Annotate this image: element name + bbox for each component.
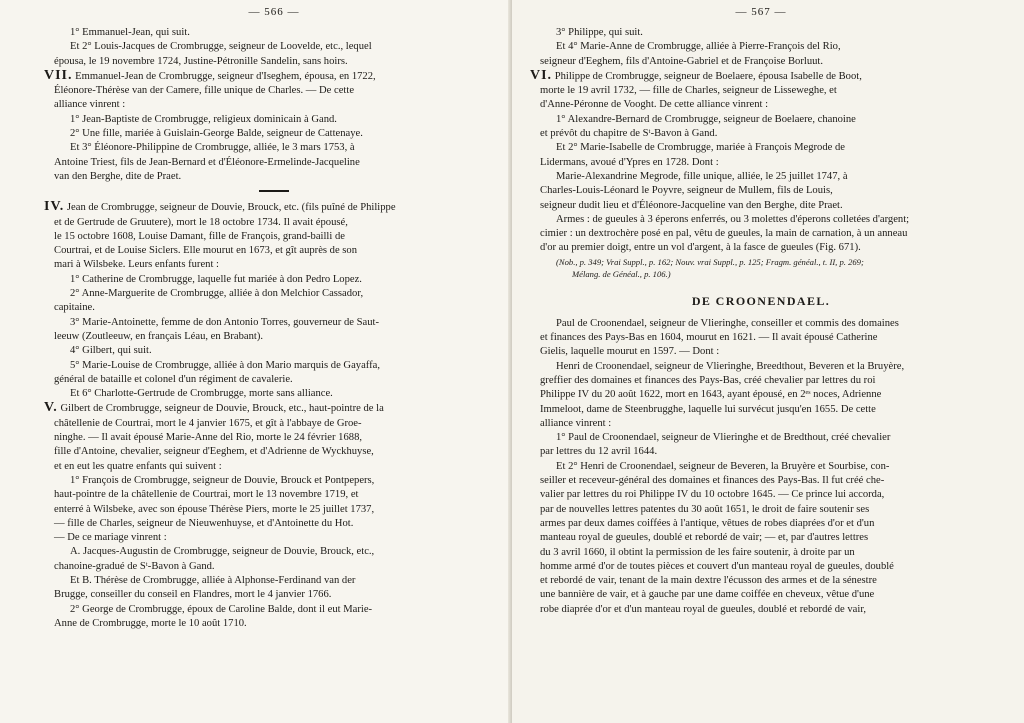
text-line bbox=[532, 488, 990, 502]
text-line bbox=[46, 200, 502, 215]
text-line bbox=[46, 69, 502, 84]
line-text: 1° Catherine de Crombrugge, laquelle fut mariée à don Pedro Lopez. bbox=[70, 273, 362, 285]
line-text: fille d'Antoine, chevalier, seigneur d'Eeghem, et d'Adrienne de Wyckhuyse, bbox=[54, 446, 374, 458]
text-line bbox=[532, 26, 990, 40]
line-text: cimier : un dextrochère posé en pal, vêtu de gueules, la main de carnation, à un anneau bbox=[540, 228, 908, 240]
text-line bbox=[532, 170, 990, 184]
line-text: 2° Anne-Marguerite de Crombrugge, alliée à don Melchior Cassador, bbox=[70, 288, 364, 300]
line-text: Paul de Croonendael, seigneur de Vlieringhe, conseiller et commis des domaines bbox=[556, 317, 899, 329]
line-text: par lettres du 12 avril 1644. bbox=[540, 446, 658, 458]
text-line bbox=[46, 588, 502, 602]
text-line bbox=[532, 141, 990, 155]
text-line bbox=[46, 273, 502, 287]
text-line bbox=[532, 603, 990, 617]
line-text: morte le 19 avril 1732, — fille de Charles, seigneur de Lisseweghe, et bbox=[540, 85, 837, 97]
line-text: Courtrai, et de Louise Siclers. Elle mourut en 1673, et gît auprès de son bbox=[54, 245, 358, 257]
line-text: alliance vinrent : bbox=[540, 417, 612, 429]
line-text: du 3 avril 1660, il obtint la permission de les faire soutenir, à droite par un bbox=[540, 546, 855, 558]
text-line bbox=[532, 156, 990, 170]
text-line bbox=[532, 213, 990, 227]
line-text: d'Anne-Péronne de Vooght. De cette alliance vinrent : bbox=[540, 99, 769, 111]
line-text: valier par lettres du roi Philippe IV du 10 octobre 1645. — Ce prince lui accorda, bbox=[540, 489, 885, 501]
text-line bbox=[46, 84, 502, 98]
line-text: Gielis, laquelle mourut en 1597. — Dont : bbox=[540, 346, 720, 358]
line-text: le 15 octobre 1608, Louise Damant, fille de François, grand-bailli de bbox=[54, 230, 345, 242]
text-line bbox=[532, 517, 990, 531]
text-line bbox=[532, 546, 990, 560]
line-text: seigneur dudit lieu et d'Éléonore-Jacqueline van den Berghe, dite Praet. bbox=[540, 199, 843, 211]
text-line bbox=[532, 98, 990, 112]
line-text: Mélang. de Généal., p. 106.) bbox=[572, 268, 671, 279]
line-text: Et B. Thérèse de Crombrugge, alliée à Alphonse-Ferdinand van der bbox=[70, 574, 356, 586]
line-text: Et 2° Henri de Croonendael, seigneur de Beveren, la Bruyère et Sourbise, con- bbox=[556, 460, 890, 472]
text-line bbox=[532, 345, 990, 359]
line-text: Lidermans, avoué d'Ypres en 1728. Dont : bbox=[540, 156, 719, 168]
line-text: Armes : de gueules à 3 éperons enferrés, ou 3 molettes d'éperons colletées d'argent; bbox=[556, 213, 910, 225]
text-line bbox=[532, 199, 990, 213]
reference-line bbox=[532, 256, 990, 268]
text-line bbox=[46, 26, 502, 40]
line-text: Emmanuel-Jean de Crombrugge, seigneur d'Iseghem, épousa, en 1722, bbox=[72, 70, 376, 82]
text-line bbox=[46, 474, 502, 488]
line-text: mari à Wilsbeke. Leurs enfants furent : bbox=[54, 259, 219, 271]
line-text: 5° Marie-Louise de Crombrugge, alliée à don Mario marquis de Gayaffa, bbox=[70, 359, 380, 371]
line-text: enterré à Wilsbeke, avec son épouse Thérèse Piers, morte le 25 juillet 1737, bbox=[54, 503, 375, 515]
text-line bbox=[532, 531, 990, 545]
generation-numeral: VI. bbox=[530, 67, 553, 83]
text-line bbox=[532, 360, 990, 374]
text-line bbox=[46, 244, 502, 258]
line-text: 3° Philippe, qui suit. bbox=[556, 27, 643, 38]
text-line bbox=[46, 517, 502, 531]
line-text: et finances des Pays-Bas en 1604, mourut en 1621. — Il avait épousé Catherine bbox=[540, 332, 878, 344]
text-line bbox=[532, 331, 990, 345]
line-text: Éléonore-Thérèse van der Camere, fille unique de Charles. — De cette bbox=[54, 85, 355, 97]
right-page-body bbox=[532, 26, 990, 617]
text-line bbox=[46, 460, 502, 474]
text-line bbox=[46, 488, 502, 502]
text-line bbox=[532, 374, 990, 388]
line-text: 2° George de Crombrugge, époux de Caroline Balde, dont il eut Marie- bbox=[70, 603, 373, 615]
text-line bbox=[46, 330, 502, 344]
text-line bbox=[532, 84, 990, 98]
section-separator bbox=[259, 190, 289, 192]
line-text: d'or au premier doigt, entre un vol d'argent, à la fasce de gueules (Fig. 671). bbox=[540, 242, 861, 254]
section-heading: DE CROONENDAEL. bbox=[691, 293, 831, 308]
text-line bbox=[46, 258, 502, 272]
text-line bbox=[46, 216, 502, 230]
line-text: homme armé d'or de toutes pièces et couvert d'un manteau royal de gueules, doublé bbox=[540, 560, 894, 572]
text-line bbox=[532, 588, 990, 602]
text-line bbox=[46, 401, 502, 416]
text-line bbox=[532, 127, 990, 141]
text-line bbox=[46, 141, 502, 155]
text-line bbox=[532, 417, 990, 431]
text-line bbox=[46, 287, 502, 301]
text-line bbox=[532, 431, 990, 445]
line-text: Charles-Louis-Léonard le Poyvre, seigneur de Mullem, fils de Louis, bbox=[540, 185, 833, 197]
text-line bbox=[532, 474, 990, 488]
line-text: A. Jacques-Augustin de Crombrugge, seigneur de Douvie, Brouck, etc., bbox=[70, 546, 375, 558]
line-text: châtellenie de Courtrai, mort le 4 janvier 1675, et gît à l'abbaye de Groe- bbox=[54, 417, 362, 429]
line-text: Gilbert de Crombrugge, seigneur de Douvie, Brouck, etc., haut-pointre de la bbox=[57, 403, 384, 415]
text-line bbox=[532, 227, 990, 241]
line-text: haut-pointre de la châtellenie de Courtrai, mort le 13 novembre 1719, et bbox=[54, 489, 359, 501]
text-line bbox=[532, 69, 990, 84]
text-line bbox=[46, 531, 502, 545]
line-text: 1° Emmanuel-Jean, qui suit. bbox=[70, 27, 190, 38]
text-line bbox=[46, 316, 502, 330]
line-text: général de bataille et colonel d'un régiment de cavalerie. bbox=[54, 373, 293, 385]
line-text: 4° Gilbert, qui suit. bbox=[70, 345, 152, 357]
text-line bbox=[46, 344, 502, 358]
line-text: capitaine. bbox=[54, 302, 95, 314]
line-text: armes par deux dames coiffées à l'antique, vêtues de robes diaprées d'or et d'un bbox=[540, 517, 875, 529]
generation-numeral: IV. bbox=[44, 199, 65, 215]
text-line bbox=[46, 431, 502, 445]
line-text: 2° Une fille, mariée à Guislain-George Balde, seigneur de Cattenaye. bbox=[70, 128, 363, 140]
text-line bbox=[46, 113, 502, 127]
line-text: 1° Jean-Baptiste de Crombrugge, religieux dominicain à Gand. bbox=[70, 113, 337, 125]
line-text: Et 6° Charlotte-Gertrude de Crombrugge, morte sans alliance. bbox=[70, 388, 333, 400]
text-line bbox=[46, 156, 502, 170]
line-text: et prévôt du chapitre de Sᵗ-Bavon à Gand. bbox=[540, 128, 718, 140]
right-page bbox=[512, 0, 1024, 723]
text-line bbox=[532, 40, 990, 54]
line-text: manteau royal de gueules, doublé et rebordé de vair; — et, par d'autres lettres bbox=[540, 532, 869, 544]
text-line bbox=[46, 560, 502, 574]
line-text: 1° Paul de Croonendael, seigneur de Vlieringhe et de Bredthout, créé chevalier bbox=[556, 432, 891, 444]
line-text: Et 2° Louis-Jacques de Crombrugge, seigneur de Loovelde, etc., lequel bbox=[70, 41, 372, 53]
line-text: Brugge, conseiller du conseil en Flandres, mort le 4 janvier 1766. bbox=[54, 589, 332, 601]
page-number-left: — 566 — bbox=[248, 6, 300, 18]
line-text: et de Gertrude de Gruutere), mort le 18 octobre 1734. Il avait épousé, bbox=[54, 216, 348, 228]
text-line bbox=[46, 545, 502, 559]
line-text: Et 2° Marie-Isabelle de Crombrugge, mariée à François Megrode de bbox=[556, 142, 845, 154]
line-text: Philippe de Crombrugge, seigneur de Boelaere, épousa Isabelle de Boot, bbox=[552, 70, 862, 82]
line-text: Et 3° Éléonore-Philippine de Crombrugge, alliée, le 3 mars 1753, à bbox=[70, 142, 355, 154]
text-line bbox=[46, 387, 502, 401]
line-text: — fille de Charles, seigneur de Nieuwenhuyse, et d'Antoinette du Hot. bbox=[54, 517, 354, 529]
line-text: robe diaprée d'or et d'un manteau royal de gueules, doublé et rebordé de vair, bbox=[540, 603, 867, 615]
line-text: Anne de Crombrugge, morte le 10 août 1710. bbox=[54, 617, 247, 629]
line-text: chanoine-gradué de Sᵗ-Bavon à Gand. bbox=[54, 560, 215, 572]
text-line bbox=[46, 40, 502, 54]
text-line bbox=[46, 603, 502, 617]
line-text: van den Berghe, dite de Praet. bbox=[54, 170, 182, 182]
line-text: Immeloot, dame de Steenbrugghe, laquelle lui survécut jusqu'en 1655. De cette bbox=[540, 403, 876, 415]
line-text: 1° François de Crombrugge, seigneur de Douvie, Brouck et Pontpepers, bbox=[70, 474, 375, 486]
line-text: seiller et receveur-général des domaines et finances des Pays-Bas. Il fut créé che- bbox=[540, 475, 885, 487]
text-line bbox=[532, 241, 990, 255]
line-text: Et 4° Marie-Anne de Crombrugge, alliée à Pierre-François del Rio, bbox=[556, 41, 841, 53]
line-text: Antoine Triest, fils de Jean-Bernard et d'Éléonore-Ermelinde-Jacqueline bbox=[54, 156, 360, 168]
text-line bbox=[532, 560, 990, 574]
text-line bbox=[532, 574, 990, 588]
left-page-body bbox=[46, 26, 502, 631]
text-line bbox=[46, 417, 502, 431]
line-text: ninghe. — Il avait épousé Marie-Anne del Rio, morte le 24 février 1688, bbox=[54, 432, 363, 444]
page-number-right: — 567 — bbox=[735, 6, 787, 18]
text-line bbox=[46, 170, 502, 184]
line-text: Henri de Croonendael, seigneur de Vlieringhe, Breedthout, Beveren et la Bruyère, bbox=[556, 360, 905, 372]
line-text: une bannière de vair, et à gauche par une dame coiffée en cheveux, vêtue d'une bbox=[540, 589, 875, 601]
text-line bbox=[46, 574, 502, 588]
line-text: et rebordé de vair, tenant de la main dextre l'écusson des armes et de la sénestre bbox=[540, 575, 877, 587]
text-line bbox=[46, 127, 502, 141]
reference-line bbox=[532, 268, 990, 280]
generation-numeral: V. bbox=[44, 400, 58, 416]
generation-numeral: VII. bbox=[44, 67, 73, 83]
text-line bbox=[46, 230, 502, 244]
text-line bbox=[46, 503, 502, 517]
line-text: Jean de Crombrugge, seigneur de Douvie, Brouck, etc. (fils puîné de Philippe bbox=[64, 202, 396, 214]
text-line bbox=[46, 617, 502, 631]
text-line bbox=[532, 460, 990, 474]
line-text: alliance vinrent : bbox=[54, 99, 126, 111]
text-line bbox=[46, 98, 502, 112]
line-text: (Nob., p. 349; Vrai Suppl., p. 162; Nouv. vrai Suppl., p. 125; Fragm. généal., t. II, p. 269; bbox=[556, 256, 864, 267]
text-line bbox=[46, 373, 502, 387]
line-text: Philippe IV du 20 août 1622, mort en 1643, ayant épousé, en 2ᵉˢ noces, Adrienne bbox=[540, 389, 882, 401]
text-line bbox=[532, 184, 990, 198]
line-text: Marie-Alexandrine Megrode, fille unique, alliée, le 25 juillet 1747, à bbox=[556, 170, 848, 182]
text-line bbox=[532, 503, 990, 517]
text-line bbox=[532, 388, 990, 402]
text-line bbox=[532, 445, 990, 459]
text-line bbox=[532, 113, 990, 127]
text-line bbox=[532, 55, 990, 69]
text-line bbox=[46, 445, 502, 459]
text-line bbox=[532, 403, 990, 417]
line-text: par de nouvelles lettres patentes du 30 août 1651, le droit de faire soutenir ses bbox=[540, 503, 870, 515]
text-line bbox=[46, 359, 502, 373]
line-text: seigneur d'Eeghem, fils d'Antoine-Gabriel et de Françoise Borluut. bbox=[540, 55, 824, 67]
line-text: greffier des domaines et finances des Pays-Bas, créé chevalier par lettres du roi bbox=[540, 374, 876, 386]
line-text: épousa, le 19 novembre 1724, Justine-Pétronille Sandelin, sans hoirs. bbox=[54, 55, 348, 67]
text-line bbox=[46, 55, 502, 69]
line-text: leeuw (Zoutleeuw, en français Léau, en Brabant). bbox=[54, 330, 264, 342]
line-text: 3° Marie-Antoinette, femme de don Antonio Torres, gouverneur de Saut- bbox=[70, 316, 379, 328]
text-line bbox=[532, 317, 990, 331]
line-text: et en eut les quatre enfants qui suivent : bbox=[54, 460, 222, 472]
line-text: — De ce mariage vinrent : bbox=[54, 532, 167, 544]
text-line bbox=[46, 301, 502, 315]
line-text: 1° Alexandre-Bernard de Crombrugge, seigneur de Boelaere, chanoine bbox=[556, 113, 856, 125]
